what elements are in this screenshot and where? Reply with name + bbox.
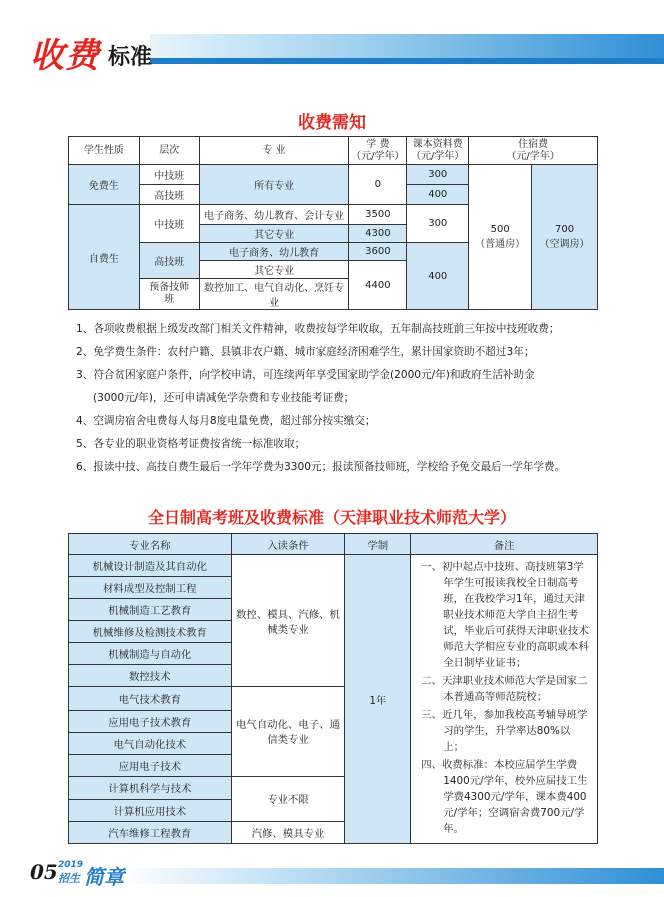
- remark-3: 三、近几年，参加我校高考辅导班学习的学生，升学率达80%以上；: [421, 709, 588, 753]
- self-gj-major2: 其它专业: [199, 261, 349, 279]
- header-level: 层次: [139, 137, 199, 165]
- header-stripe: [150, 58, 664, 64]
- free-books-zj: 300: [407, 165, 469, 185]
- self-zj-tuition1: 3500: [349, 205, 407, 225]
- self-level-yb: [139, 279, 199, 310]
- free-level-zj: 中技班: [139, 165, 199, 185]
- header-major-name: 专业名称: [69, 534, 232, 555]
- free-level-gj: 高技班: [139, 185, 199, 205]
- footer-brand: 简章: [84, 865, 124, 889]
- free-tuition: 0: [349, 165, 407, 205]
- self-level-gj: 高技班: [139, 243, 199, 279]
- page-header: [0, 22, 664, 78]
- note-4: 4、空调房宿舍电费每人每月8度电量免费，超过部分按实缴交；: [76, 415, 376, 427]
- major-name: 计算机应用技术: [69, 800, 232, 822]
- self-zj-major1: 电子商务、幼儿教育、会计专业: [199, 205, 349, 225]
- condition-mechanical: 数控、模具、汽修、机械类专业: [231, 555, 345, 687]
- remarks: [411, 555, 598, 844]
- major-name: 汽车维修工程教育: [69, 822, 232, 844]
- yb-level-text: 预备技师班: [149, 282, 190, 305]
- duration-value: 1年: [345, 555, 411, 844]
- condition-any: 专业不限: [231, 776, 345, 822]
- fee-table: [68, 136, 598, 310]
- self-zj-tuition2: 4300: [349, 225, 407, 243]
- header-books: 课本资料费 （元/学年）: [407, 137, 469, 165]
- major-name: 电气自动化技术: [69, 732, 232, 754]
- note-3: 3、符合贫困家庭户条件，向学校申请，可连续两年享受国家助学金(2000元/年)和政府生活补助金: [76, 369, 535, 381]
- header-condition: 入读条件: [231, 534, 345, 555]
- note-1: 1、各项收费根据上级发改部门相关文件精神，收费按每学年收取，五年制高技班前三年按中技班收费；: [76, 323, 560, 335]
- major-name: 数控技术: [69, 665, 232, 687]
- self-zj-books: 300: [407, 205, 469, 243]
- note-6: 6、报读中技、高技自费生最后一学年学费为3300元；报读预备技师班，学校给予免交最后一学年学费。: [76, 461, 566, 473]
- condition-electrical: 电气自动化、电子、通信类专业: [231, 687, 345, 777]
- header-remark: 备注: [411, 534, 598, 555]
- major-table: [68, 533, 598, 844]
- footer-sub: 招生: [58, 872, 80, 885]
- header-duration: 学制: [345, 534, 411, 555]
- page-number: 05: [30, 860, 58, 884]
- major-name: 计算机科学与技术: [69, 776, 232, 800]
- self-tuition-4400: 4400: [349, 261, 407, 310]
- remark-2: 二、天津职业技术师范大学是国家二本普通高等师范院校；: [421, 675, 588, 703]
- fee-section-title: 收费需知: [298, 113, 366, 133]
- remark-1: 一、初中起点中技班、高技班第3学年学生可报读我校全日制高考班，在我校学习1年，通过天津职业技术师范大学自主招生考试，毕业后可获得天津职业技术师范大学相应专业的高职或本科全日制毕业证书；: [421, 561, 589, 669]
- major-name: 应用电子技术教育: [69, 710, 232, 732]
- page-title-main: 收费: [30, 36, 100, 76]
- major-name: 机械制造工艺教育: [69, 599, 232, 621]
- self-gj-tuition1: 3600: [349, 243, 407, 261]
- remark-4: 四、收费标准：本校应届学生学费1400元/学年，校外应届技工生学费4300元/学年，课本费400元/学年；空调宿舍费700元/学年。: [421, 759, 588, 835]
- major-name: 电气技术教育: [69, 687, 232, 711]
- self-student-label: 自费生: [69, 205, 140, 310]
- major-name: 材料成型及控制工程: [69, 577, 232, 599]
- self-books-400: 400: [407, 243, 469, 310]
- self-zj-major2: 其它专业: [199, 225, 349, 243]
- header-major: 专 业: [199, 137, 349, 165]
- header-student-type: 学生性质: [69, 137, 140, 165]
- page-title-sub: 标准: [108, 45, 153, 70]
- header-lodging: 住宿费 （元/学年）: [469, 137, 598, 165]
- major-name: 机械设计制造及其自动化: [69, 555, 232, 577]
- major-name: 机械维修及检测技术教育: [69, 621, 232, 643]
- self-yb-major: 数控加工、电气自动化、烹饪专业: [199, 279, 349, 310]
- major-name: 应用电子技术: [69, 754, 232, 776]
- self-level-zj: 中技班: [139, 205, 199, 243]
- page-footer: [0, 858, 664, 888]
- free-books-gj: 400: [407, 185, 469, 205]
- major-section-title: 全日制高考班及收费标准（天津职业技术师范大学）: [147, 508, 516, 527]
- header-tuition: 学 费 （元/学年）: [349, 137, 407, 165]
- footer-gradient-bar: [120, 868, 664, 884]
- major-name: 机械制造与自动化: [69, 643, 232, 665]
- header-gradient-bar: [150, 34, 664, 58]
- lodging-ac: 700 （空调房）: [532, 165, 598, 310]
- self-gj-major1: 电子商务、幼儿教育: [199, 243, 349, 261]
- condition-auto: 汽修、模具专业: [231, 822, 345, 844]
- fee-notes: [76, 318, 616, 479]
- note-5: 5、各专业的职业资格考证费按省统一标准收取；: [76, 438, 306, 450]
- note-2: 2、免学费生条件：农村户籍、县镇非农户籍、城市家庭经济困难学生，累计国家资助不超过3年；: [76, 346, 535, 358]
- note-3-cont: (3000元/年)，还可申请减免学杂费和专业技能考证费；: [93, 392, 355, 404]
- footer-year: 2019: [58, 860, 84, 870]
- free-major: 所有专业: [199, 165, 349, 205]
- lodging-normal: 500 （普通房）: [469, 165, 532, 310]
- free-student-label: 免费生: [69, 165, 140, 205]
